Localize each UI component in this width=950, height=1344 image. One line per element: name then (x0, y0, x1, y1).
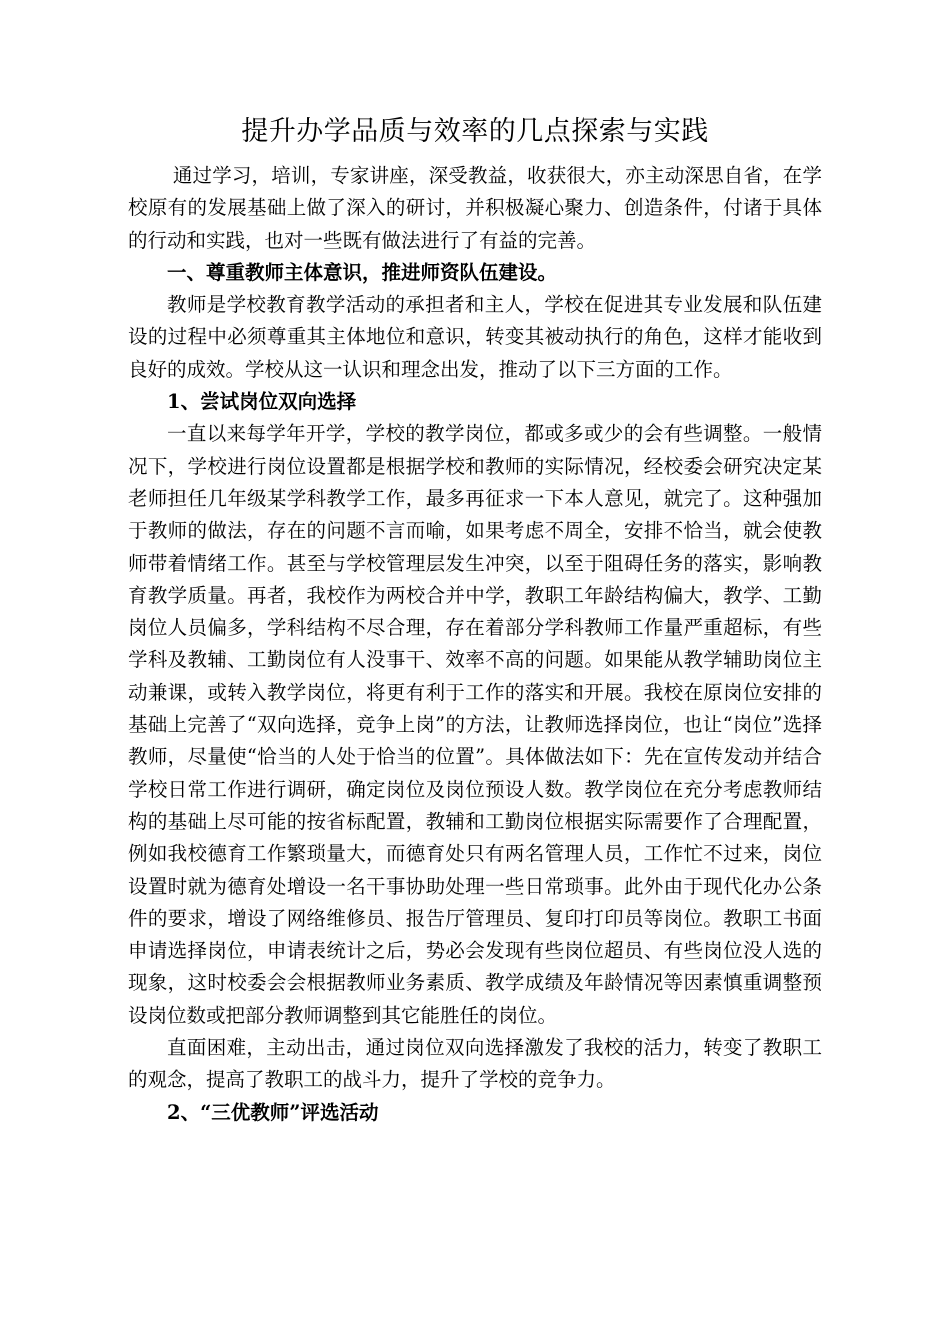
subsection-1-heading: 1、尝试岗位双向选择 (167, 390, 357, 414)
subsection-1-paragraph-1: 一直以来每学年开学，学校的教学岗位，都或多或少的会有些调整。一般情况下，学校进行岗位设置都是根据学校和教师的实际情况，经校委会研究决定某老师担任几年级某学科教学工作，最多再征求一下本人意见，就完了。这种强加于教师的做法，存在的问题不言而喻，如果考虑不周全，安排不恰当，就会使教师带着情绪工作。甚至与学校管理层发生冲突，以至于阻碍任务的落实，影响教育教学质量。再者，我校作为两校合并中学，教职工年龄结构偏大，教学、工勤岗位人员偏多，学科结构不尽合理，存在着部分学科教师工作量严重超标，有些学科及教辅、工勤岗位有人没事干、效率不高的问题。如果能从教学辅助岗位主动兼课，或转入教学岗位，将更有利于工作的落实和开展。我校在原岗位安排的基础上完善了“双向选择，竞争上岗”的方法，让教师选择岗位，也让“岗位”选择教师，尽量使“恰当的人处于恰当的位置”。具体做法如下：先在宣传发动并结合学校日常工作进行调研，确定岗位及岗位预设人数。教学岗位在充分考虑教师结构的基础上尽可能的按省标配置，教辅和工勤岗位根据实际需要作了合理配置，例如我校德育工作繁琐量大，而德育处只有两名管理人员，工作忙不过来，岗位设置时就为德育处增设一名干事协助处理一些日常琐事。此外由于现代化办公条件的要求，增设了网络维修员、报告厅管理员、复印打印员等岗位。教职工书面申请选择岗位，申请表统计之后，势必会发现有些岗位超员、有些岗位没人选的现象，这时校委会会根据教师业务素质、教学成绩及年龄情况等因素慎重调整预设岗位数或把部分教师调整到其它能胜任的岗位。 (128, 422, 822, 1027)
section-1-paragraph: 教师是学校教育教学活动的承担者和主人，学校在促进其专业发展和队伍建设的过程中必须尊重其主体地位和意识，转变其被动执行的角色，这样才能收到良好的成效。学校从这一认识和理念出发，推动了以下三方面的工作。 (128, 293, 822, 381)
subsection-2-heading: 2、“三优教师”评选活动 (167, 1100, 379, 1124)
intro-paragraph: 通过学习，培训，专家讲座，深受教益，收获很大，亦主动深思自省，在学校原有的发展基础上做了深入的研讨，并积极凝心聚力、创造条件，付诸于具体的行动和实践，也对一些既有做法进行了有益的完善。 (128, 164, 822, 252)
document-page (128, 112, 822, 1129)
subsection-1-paragraph-2: 直面困难，主动出击，通过岗位双向选择激发了我校的活力，转变了教职工的观念，提高了教职工的战斗力，提升了学校的竞争力。 (128, 1036, 822, 1092)
document-title: 提升办学品质与效率的几点探索与实践 (241, 116, 709, 147)
section-1-heading: 一、尊重教师主体意识，推进师资队伍建设。 (167, 260, 558, 284)
